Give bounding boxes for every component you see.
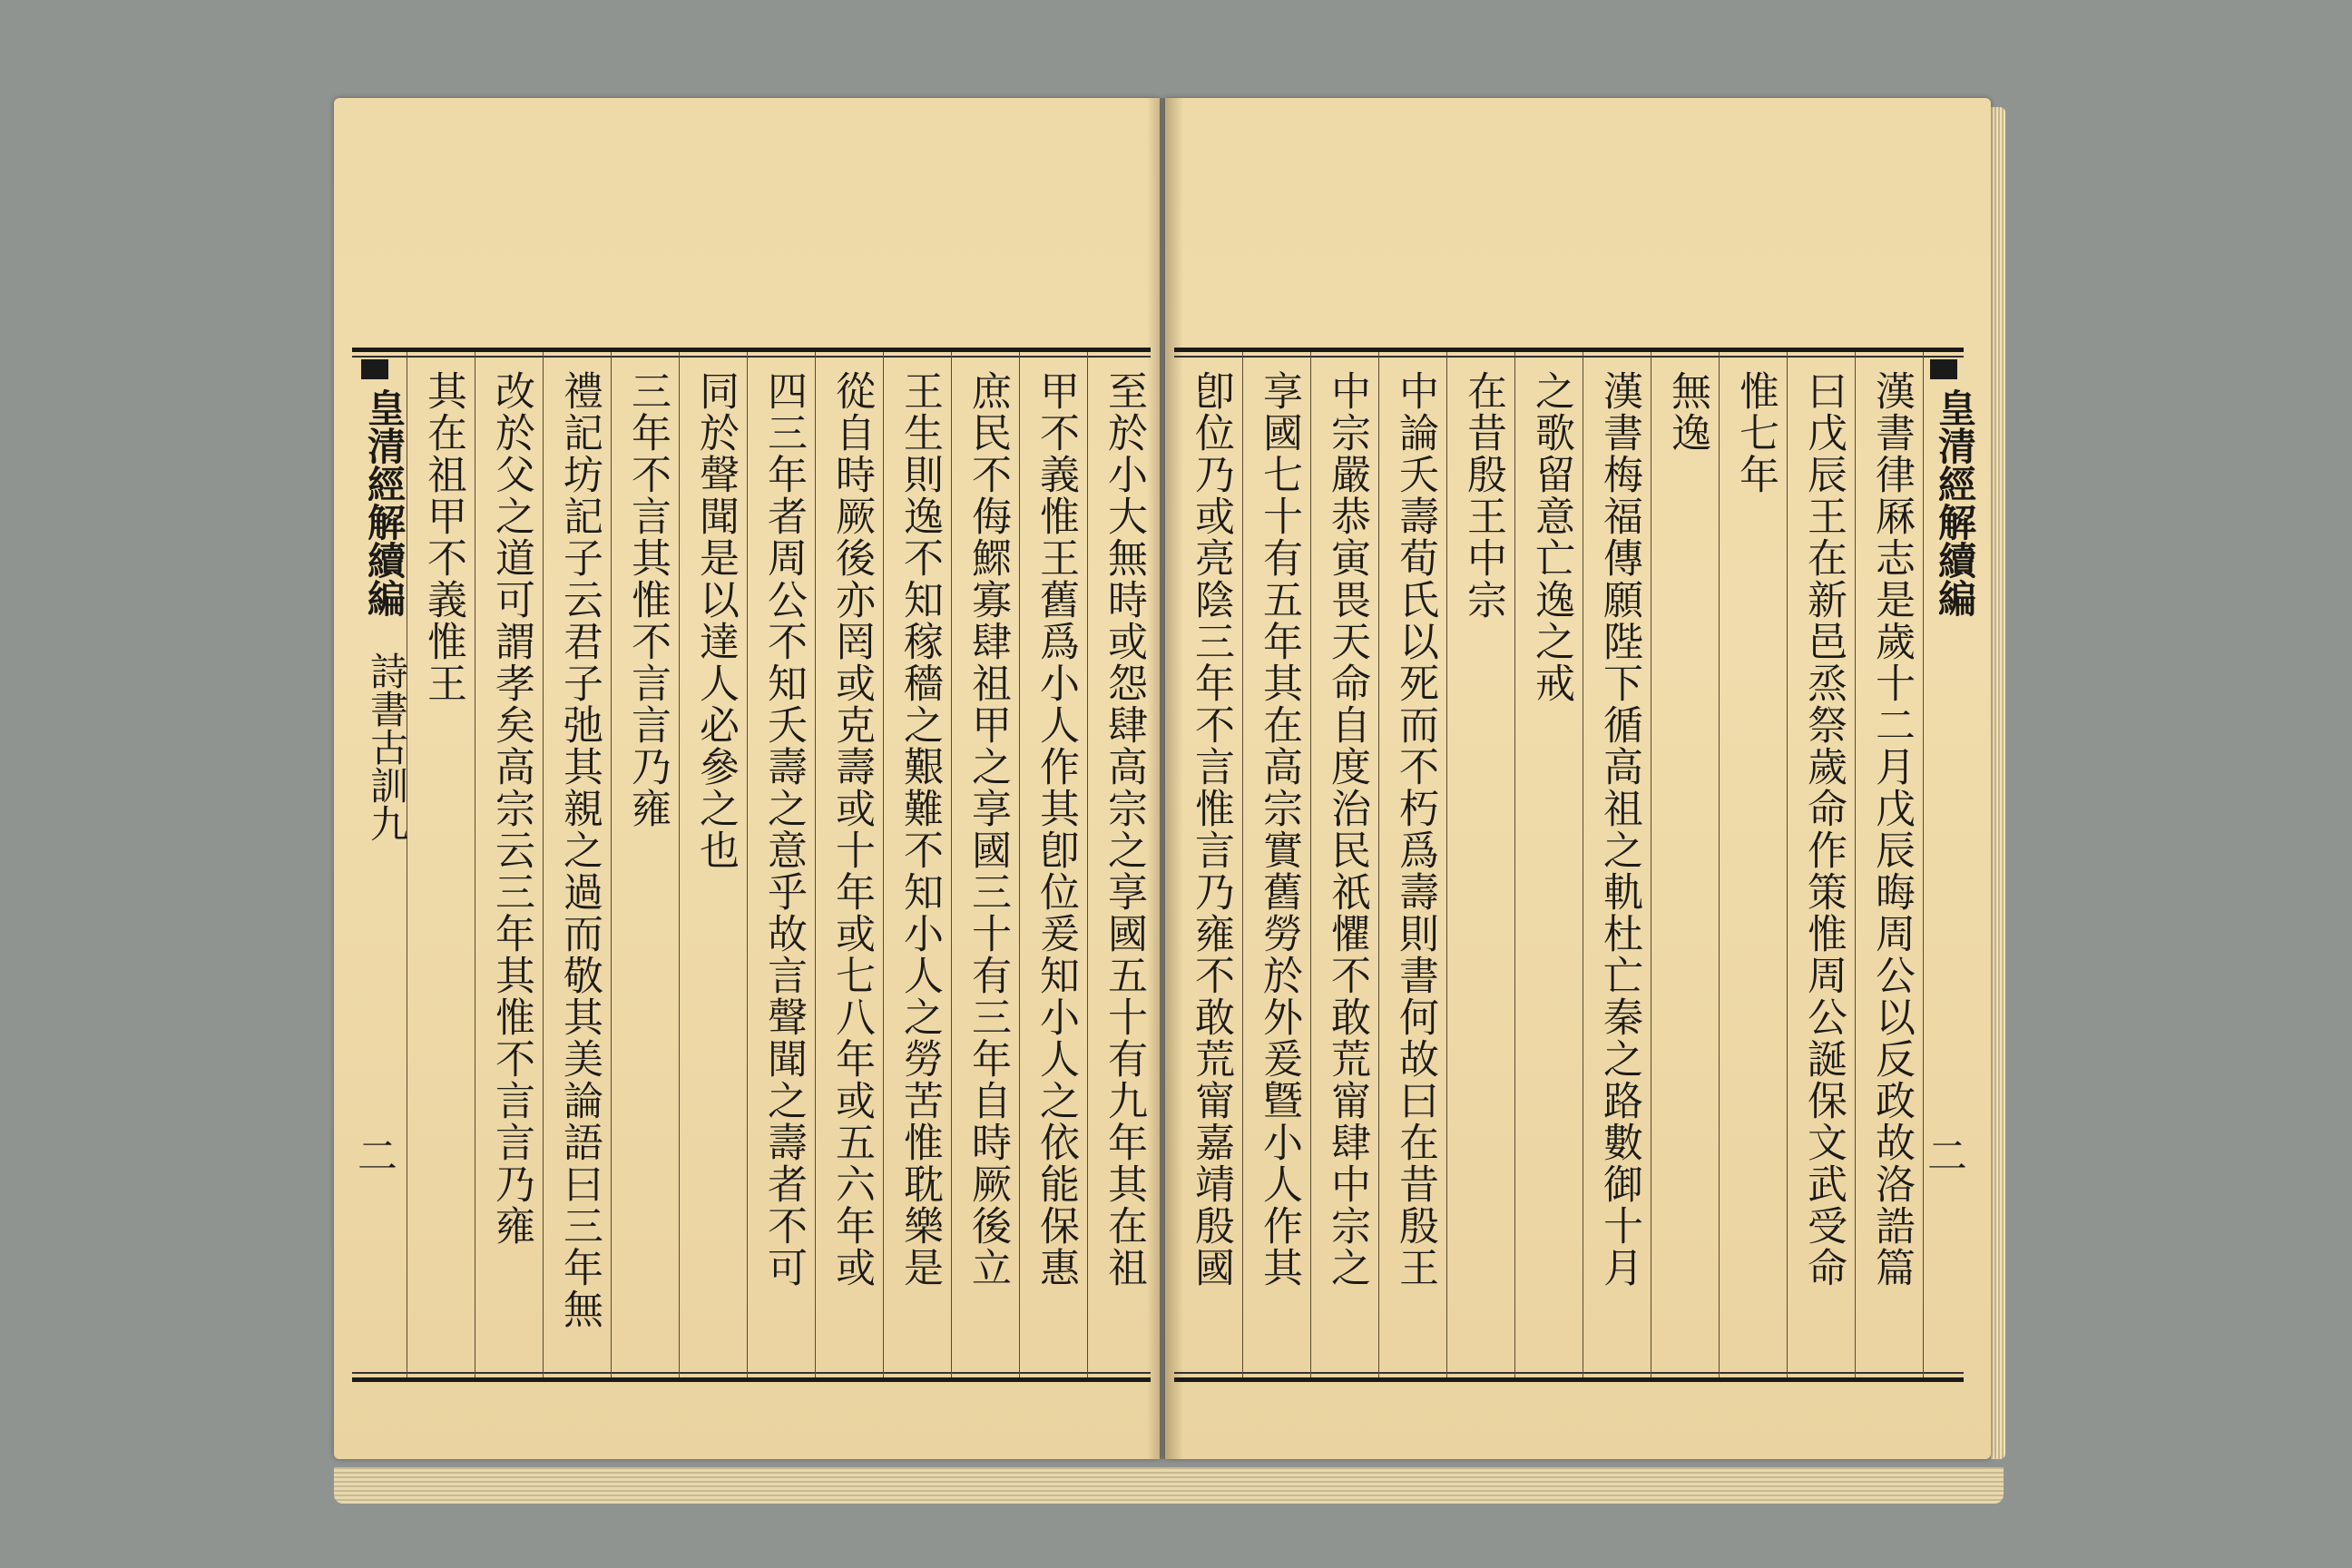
column-rule [1378,352,1379,1377]
left-text-frame [352,348,1151,1382]
column-rule [815,352,816,1377]
text-column: 庶民不侮鰥寡肆祖甲之享國三十有三年自時厥後立 [965,370,1011,1289]
text-column: 漢書梅福傳願陛下循高祖之軌杜亡秦之路數御十月 [1596,370,1642,1289]
right-page [1165,98,1991,1459]
text-column: 至於小大無時或怨肆高宗之享國五十有九年其在祖 [1101,370,1147,1289]
margin-book-title: 皇清經解續編 [362,388,407,617]
fish-tail-mark [1930,359,1957,379]
book-gutter [1147,98,1183,1459]
text-column-heading: 在昔殷王中宗 [1460,370,1506,621]
column-rule [679,352,680,1377]
column-rule [1719,352,1720,1377]
text-column-heading: 三年不言其惟不言言乃雍 [624,370,671,829]
text-column: 改於父之道可謂孝矣高宗云三年其惟不言言乃雍 [488,370,534,1247]
right-text-frame [1174,348,1977,1382]
column-rule [1242,352,1243,1377]
text-column: 王生則逸不知稼穡之艱難不知小人之勞苦惟耽樂是 [897,370,943,1289]
text-column: 禮記坊記子云君子弛其親之過而敬其美論語曰三年無 [556,370,603,1330]
leaf-number: 二 [1927,1133,1967,1180]
text-column: 四三年者周公不知夭壽之意乎故言聲聞之壽者不可 [760,370,807,1289]
margin-book-title: 皇清經解續編 [1933,388,1977,617]
column-rule [951,352,952,1377]
section-heading: 無逸 [1664,370,1710,454]
text-column: 惟七年 [1732,370,1779,495]
text-column: 中宗嚴恭寅畏天命自度治民祇懼不敢荒甯肆中宗之 [1324,370,1370,1289]
fish-tail-mark [361,359,388,379]
text-column: 漢書律厤志是歲十二月戊辰晦周公以反政故洛誥篇 [1868,370,1915,1289]
column-rule [747,352,748,1377]
text-column: 甲不義惟王舊爲小人作其卽位爰知小人之依能保惠 [1033,370,1079,1289]
page-block-edge [334,1467,2004,1504]
column-rule [1514,352,1515,1377]
frame-inner-bottom-rule [1174,1372,1964,1374]
text-column: 從自時厥後亦罔或克壽或十年或七八年或五六年或 [828,370,875,1289]
text-column-heading: 其在祖甲不義惟王 [420,370,466,704]
text-column: 曰戊辰王在新邑烝祭歲命作策惟周公誕保文武受命 [1800,370,1847,1289]
column-rule [1855,352,1856,1377]
column-rule [1446,352,1447,1377]
text-column: 卽位乃或亮陰三年不言惟言乃雍不敢荒甯嘉靖殷國 [1188,370,1234,1289]
column-rule [611,352,612,1377]
text-column: 中論夭壽荀氏以死而不朽爲壽則書何故曰在昔殷王 [1392,370,1438,1289]
frame-inner-bottom-rule [352,1372,1151,1374]
text-column: 享國七十有五年其在高宗實舊勞於外爰曁小人作其 [1256,370,1302,1289]
column-rule [1787,352,1788,1377]
margin-section-title: 詩書古訓九 [365,652,409,842]
text-column: 之歌留意亡逸之戒 [1528,370,1574,704]
column-rule [883,352,884,1377]
text-column: 同於聲聞是以達人必參之也 [692,370,739,871]
left-page [334,98,1160,1459]
column-rule [1310,352,1311,1377]
column-rule [543,352,544,1377]
frame-inner-top-rule [352,356,1151,358]
column-rule [1923,352,1924,1377]
leaf-number: 二 [358,1133,397,1180]
column-rule [1087,352,1088,1377]
open-book [334,98,2004,1482]
page-fore-edge [1991,107,2005,1459]
column-rule [1019,352,1020,1377]
frame-inner-top-rule [1174,356,1964,358]
